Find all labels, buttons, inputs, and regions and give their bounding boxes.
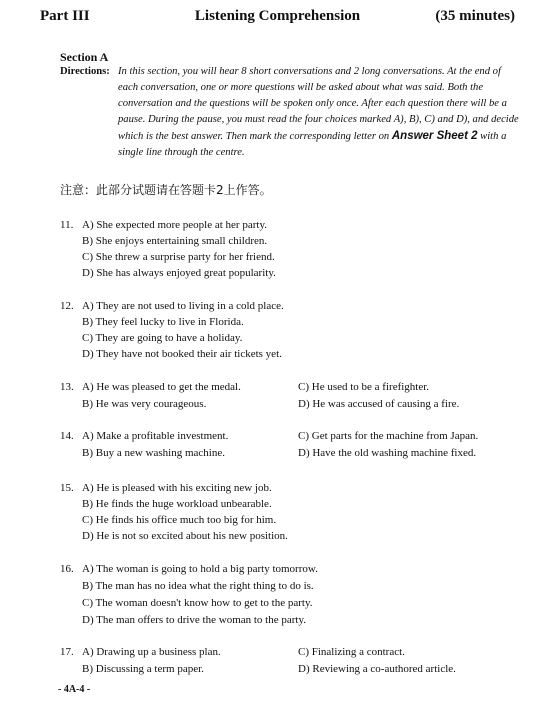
- option-a: A) He is pleased with his exciting new job.: [82, 482, 272, 494]
- option-c: C) Finalizing a contract.: [298, 646, 405, 658]
- question-number: 12.: [60, 300, 74, 312]
- directions-text: [118, 64, 520, 161]
- section-heading: Section A: [60, 50, 109, 64]
- option-d: D) Have the old washing machine fixed.: [298, 447, 477, 459]
- option-a: A) Make a profitable investment.: [82, 430, 229, 442]
- answer-sheet-label: Answer Sheet 2: [391, 130, 478, 142]
- option-b: B) She enjoys entertaining small children.: [82, 235, 268, 247]
- option-d: D) He was accused of causing a fire.: [298, 398, 460, 410]
- directions-body: In this section, you will hear 8 short conversations and 2 long conversations. At the end of each conversation, one or more questions will be asked about what was said. Both the conversation and the questions will be spoken only once. After each question there will be a pause. During the pause, you must read the four choices marked A), B), C) and D), and decide which is the best answer. Then mark the corresponding letter on: [118, 66, 519, 142]
- question-number: 13.: [60, 381, 74, 393]
- part-label: Part III: [40, 8, 90, 24]
- question-number: 11.: [60, 219, 74, 231]
- chinese-note: 注意：此部分试题请在答题卡2上作答。: [60, 183, 272, 197]
- option-c: C) He finds his office much too big for him.: [82, 514, 277, 526]
- option-c: C) Get parts for the machine from Japan.: [298, 430, 479, 442]
- question-number: 16.: [60, 563, 74, 575]
- option-a: A) He was pleased to get the medal.: [82, 381, 241, 393]
- option-c: C) He used to be a firefighter.: [298, 381, 430, 393]
- option-d: D) Reviewing a co-authored article.: [298, 663, 456, 675]
- option-a: A) The woman is going to hold a big party tomorrow.: [82, 563, 318, 575]
- option-b: B) Discussing a term paper.: [82, 663, 204, 675]
- section-title: Listening Comprehension: [194, 8, 361, 24]
- page-header: [40, 8, 515, 32]
- page-number: - 4A-4 -: [58, 684, 91, 695]
- option-b: B) Buy a new washing machine.: [82, 447, 225, 459]
- time-limit: (35 minutes): [435, 8, 515, 24]
- option-c: C) She threw a surprise party for her friend.: [82, 251, 275, 263]
- option-a: A) She expected more people at her party.: [82, 219, 267, 231]
- option-c: C) The woman doesn't know how to get to the party.: [82, 597, 313, 609]
- directions-label: Directions:: [60, 66, 110, 77]
- option-b: B) He finds the huge workload unbearable.: [82, 498, 272, 510]
- question-number: 17.: [60, 646, 74, 658]
- option-b: B) They feel lucky to live in Florida.: [82, 316, 244, 328]
- option-a: A) They are not used to living in a cold place.: [82, 300, 284, 312]
- option-d: D) She has always enjoyed great popularity.: [82, 267, 276, 279]
- option-d: D) He is not so excited about his new position.: [82, 530, 288, 542]
- directions-tail: with a single line through the centre.: [118, 131, 507, 158]
- option-c: C) They are going to have a holiday.: [82, 332, 243, 344]
- option-b: B) The man has no idea what the right thing to do is.: [82, 580, 314, 592]
- option-a: A) Drawing up a business plan.: [82, 646, 221, 658]
- option-d: D) They have not booked their air tickets yet.: [82, 348, 282, 360]
- option-d: D) The man offers to drive the woman to the party.: [82, 614, 307, 626]
- question-number: 15.: [60, 482, 74, 494]
- option-b: B) He was very courageous.: [82, 398, 207, 410]
- question-number: 14.: [60, 430, 74, 442]
